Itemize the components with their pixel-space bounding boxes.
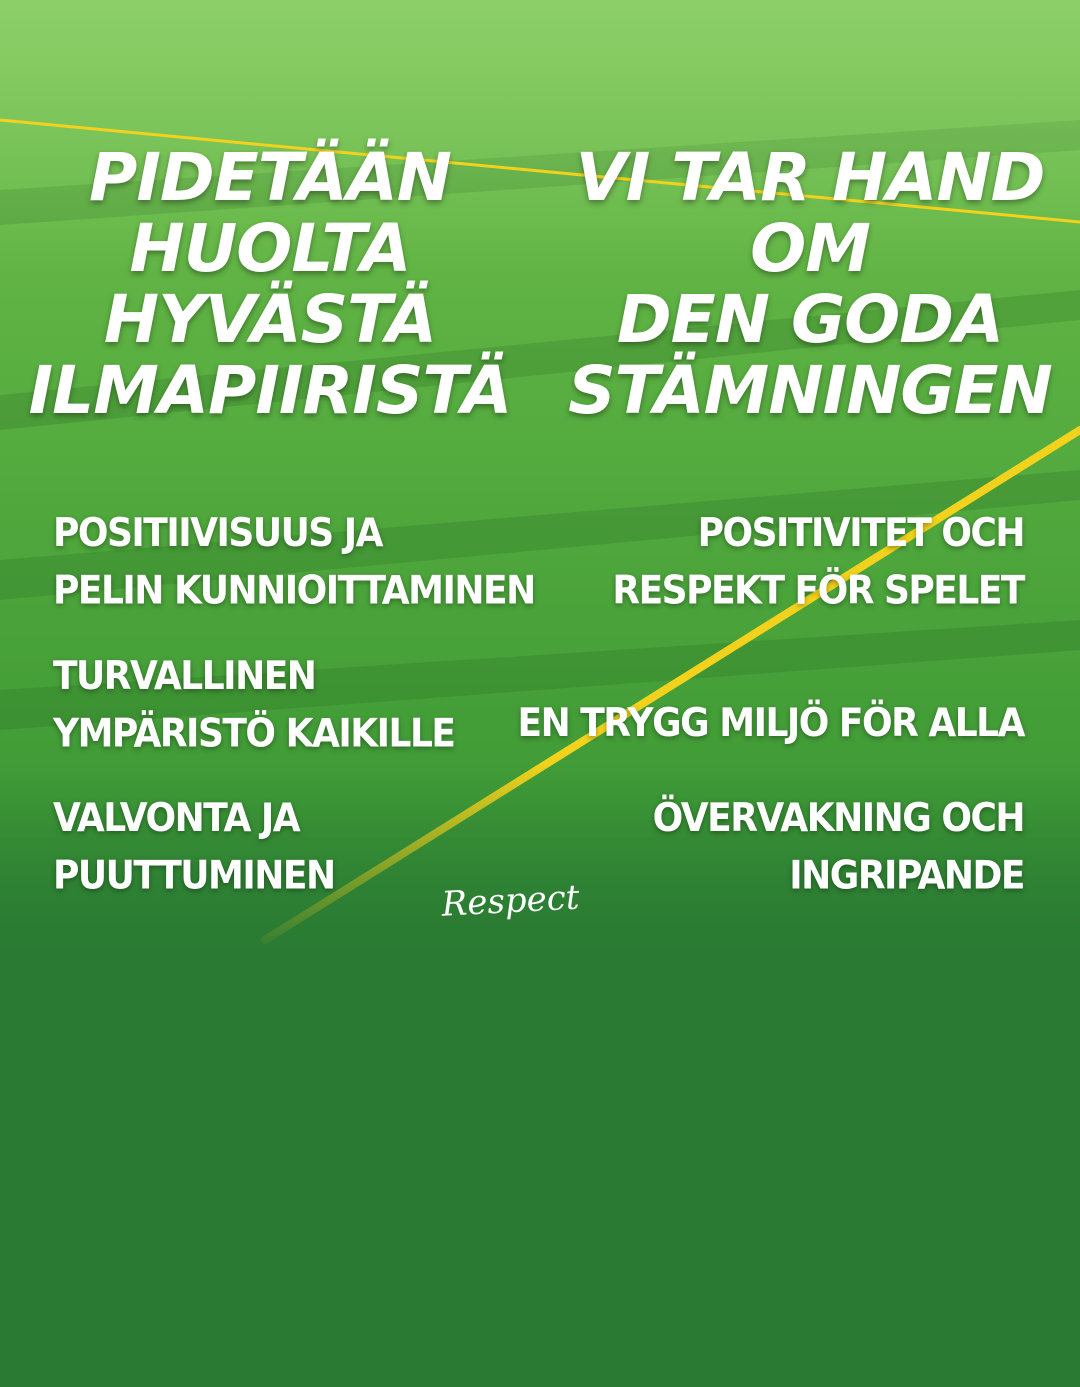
headline-line: DEN GODA <box>616 281 1004 358</box>
headline-swedish <box>540 139 1080 429</box>
point-line: PUUTTUMINEN <box>53 853 335 898</box>
headline-line: VI TAR HAND <box>575 139 1045 216</box>
point-line: YMPÄRISTÖ KAIKILLE <box>53 711 455 756</box>
point-swedish-positivity <box>612 505 1024 619</box>
headline-line: PIDETÄÄN <box>88 139 452 216</box>
point-line: ÖVERVAKNING OCH <box>652 796 1024 841</box>
respect-logo <box>438 868 588 938</box>
point-line: PELIN KUNNIOITTAMINEN <box>53 568 535 613</box>
point-finnish-positivity <box>53 505 535 619</box>
point-swedish-safe-environment <box>517 695 1024 752</box>
point-line: POSITIIVISUUS JA <box>53 511 383 556</box>
point-line: POSITIVITET OCH <box>697 511 1024 556</box>
headline-line: STÄMNINGEN <box>568 352 1052 429</box>
point-swedish-supervision <box>653 790 1024 904</box>
point-finnish-safe-environment <box>53 648 454 762</box>
headline-line: HYVÄSTÄ <box>103 281 437 358</box>
headline-line: ILMAPIIRISTÄ <box>28 352 512 429</box>
headline-finnish <box>0 139 540 429</box>
point-line: VALVONTA JA <box>53 796 300 841</box>
point-line: RESPEKT FÖR SPELET <box>612 568 1024 613</box>
headline-line: OM <box>750 210 870 287</box>
point-line: INGRIPANDE <box>789 853 1024 898</box>
point-line: TURVALLINEN <box>53 654 316 699</box>
point-line: EN TRYGG MILJÖ FÖR ALLA <box>517 701 1024 746</box>
point-finnish-supervision <box>53 790 335 904</box>
respect-logo-text: Respect <box>440 877 581 925</box>
headline-line: HUOLTA <box>129 210 411 287</box>
